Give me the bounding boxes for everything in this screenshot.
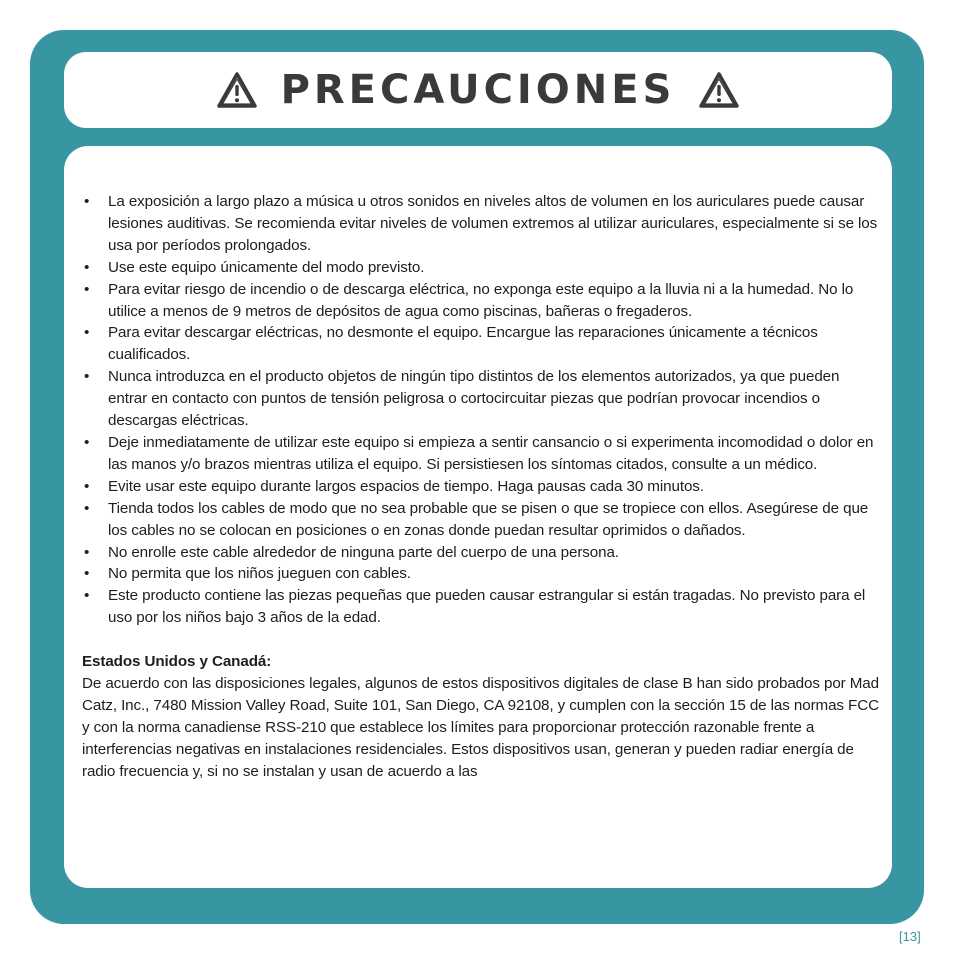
bullet-icon: • <box>84 477 90 495</box>
bullet-icon: • <box>84 324 90 342</box>
list-item <box>82 563 882 585</box>
bullet-icon: • <box>84 433 90 451</box>
list-item-text: Para evitar descargar eléctricas, no desmonte el equipo. Encargue las reparaciones únicamente a técnicos cualificados. <box>108 324 818 364</box>
section-heading: Estados Unidos y Canadá: <box>82 653 272 671</box>
page-title: PRECAUCIONES <box>280 67 676 113</box>
content-panel <box>64 146 892 888</box>
list-item <box>82 432 882 476</box>
list-item-text: Nunca introduzca en el producto objetos de ningún tipo distintos de los elementos autorizados, ya que pueden entrar en contacto con puntos de tensión peligrosa o cortocircuitar piezas que podrían provocar incendios o descargas eléctricas. <box>108 368 840 430</box>
list-item-text: Deje inmediatamente de utilizar este equipo si empieza a sentir cansancio o si experimenta incomodidad o dolor en las manos y/o brazos mientras utiliza el equipo. Si persistiesen los síntomas citados, consulte a un médico. <box>108 433 874 473</box>
title-banner <box>64 52 892 128</box>
list-item <box>82 279 882 323</box>
list-item-text: No enrolle este cable alrededor de ninguna parte del cuerpo de una persona. <box>108 543 619 561</box>
bullet-icon: • <box>84 280 90 298</box>
bullet-icon: • <box>84 368 90 386</box>
list-item <box>82 476 882 498</box>
content-text <box>82 191 882 783</box>
section-body: De acuerdo con las disposiciones legales, algunos de estos dispositivos digitales de clase B han sido probados por Mad Catz, Inc., 7480 Mission Valley Road, Suite 101, San Diego, CA 92108, y cumplen con la sección 15 de las normas FCC y con la norma canadiense RSS-210 que establece los límites para proporcionar protección razonable frente a interferencias negativas en instalaciones residenciales. Estos dispositivos usan, generan y pueden radiar energía de radio frecuencia y, si no se instalan y usan de acuerdo a las <box>82 675 880 780</box>
list-item <box>82 257 882 279</box>
list-item-text: Para evitar riesgo de incendio o de descarga eléctrica, no exponga este equipo a la lluvia ni a la humedad. No lo utilice a menos de 9 metros de depósitos de agua como piscinas, bañeras o fregaderos. <box>108 280 854 320</box>
bullet-icon: • <box>84 193 90 210</box>
list-item-text: Use este equipo únicamente del modo previsto. <box>108 258 425 276</box>
list-item <box>82 322 882 366</box>
list-item <box>82 191 882 257</box>
warning-triangle-icon <box>217 72 257 108</box>
list-item <box>82 542 882 564</box>
list-item-text: Este producto contiene las piezas pequeñas que pueden causar estrangular si están tragadas. No previsto para el uso por los niños bajo 3 años de la edad. <box>108 587 866 627</box>
bullet-icon: • <box>84 258 90 276</box>
bullet-icon: • <box>84 543 90 561</box>
list-item <box>82 366 882 432</box>
list-item-text: Tienda todos los cables de modo que no sea probable que se pisen o que se tropiece con ellos. Asegúrese de que los cables no se colocan en posiciones o en zonas donde puedan resultar oprimidos o dañados. <box>108 499 869 539</box>
list-item <box>82 498 882 542</box>
warning-triangle-icon <box>699 72 739 108</box>
bullet-icon: • <box>84 499 90 517</box>
list-item-text: Evite usar este equipo durante largos espacios de tiempo. Haga pausas cada 30 minutos. <box>108 477 704 495</box>
list-item-text: La exposición a largo plazo a música u otros sonidos en niveles altos de volumen en los auriculares puede causar lesiones auditivas. Se recomienda evitar niveles de volumen extremos al utilizar auriculares, especialmente si se los usa por períodos prolongados. <box>108 193 878 254</box>
precautions-list <box>82 191 882 629</box>
list-item-text: No permita que los niños jueguen con cables. <box>108 565 411 583</box>
list-item <box>82 585 882 629</box>
page-number: [13] <box>899 929 921 944</box>
bullet-icon: • <box>84 587 90 605</box>
bullet-icon: • <box>84 565 90 583</box>
